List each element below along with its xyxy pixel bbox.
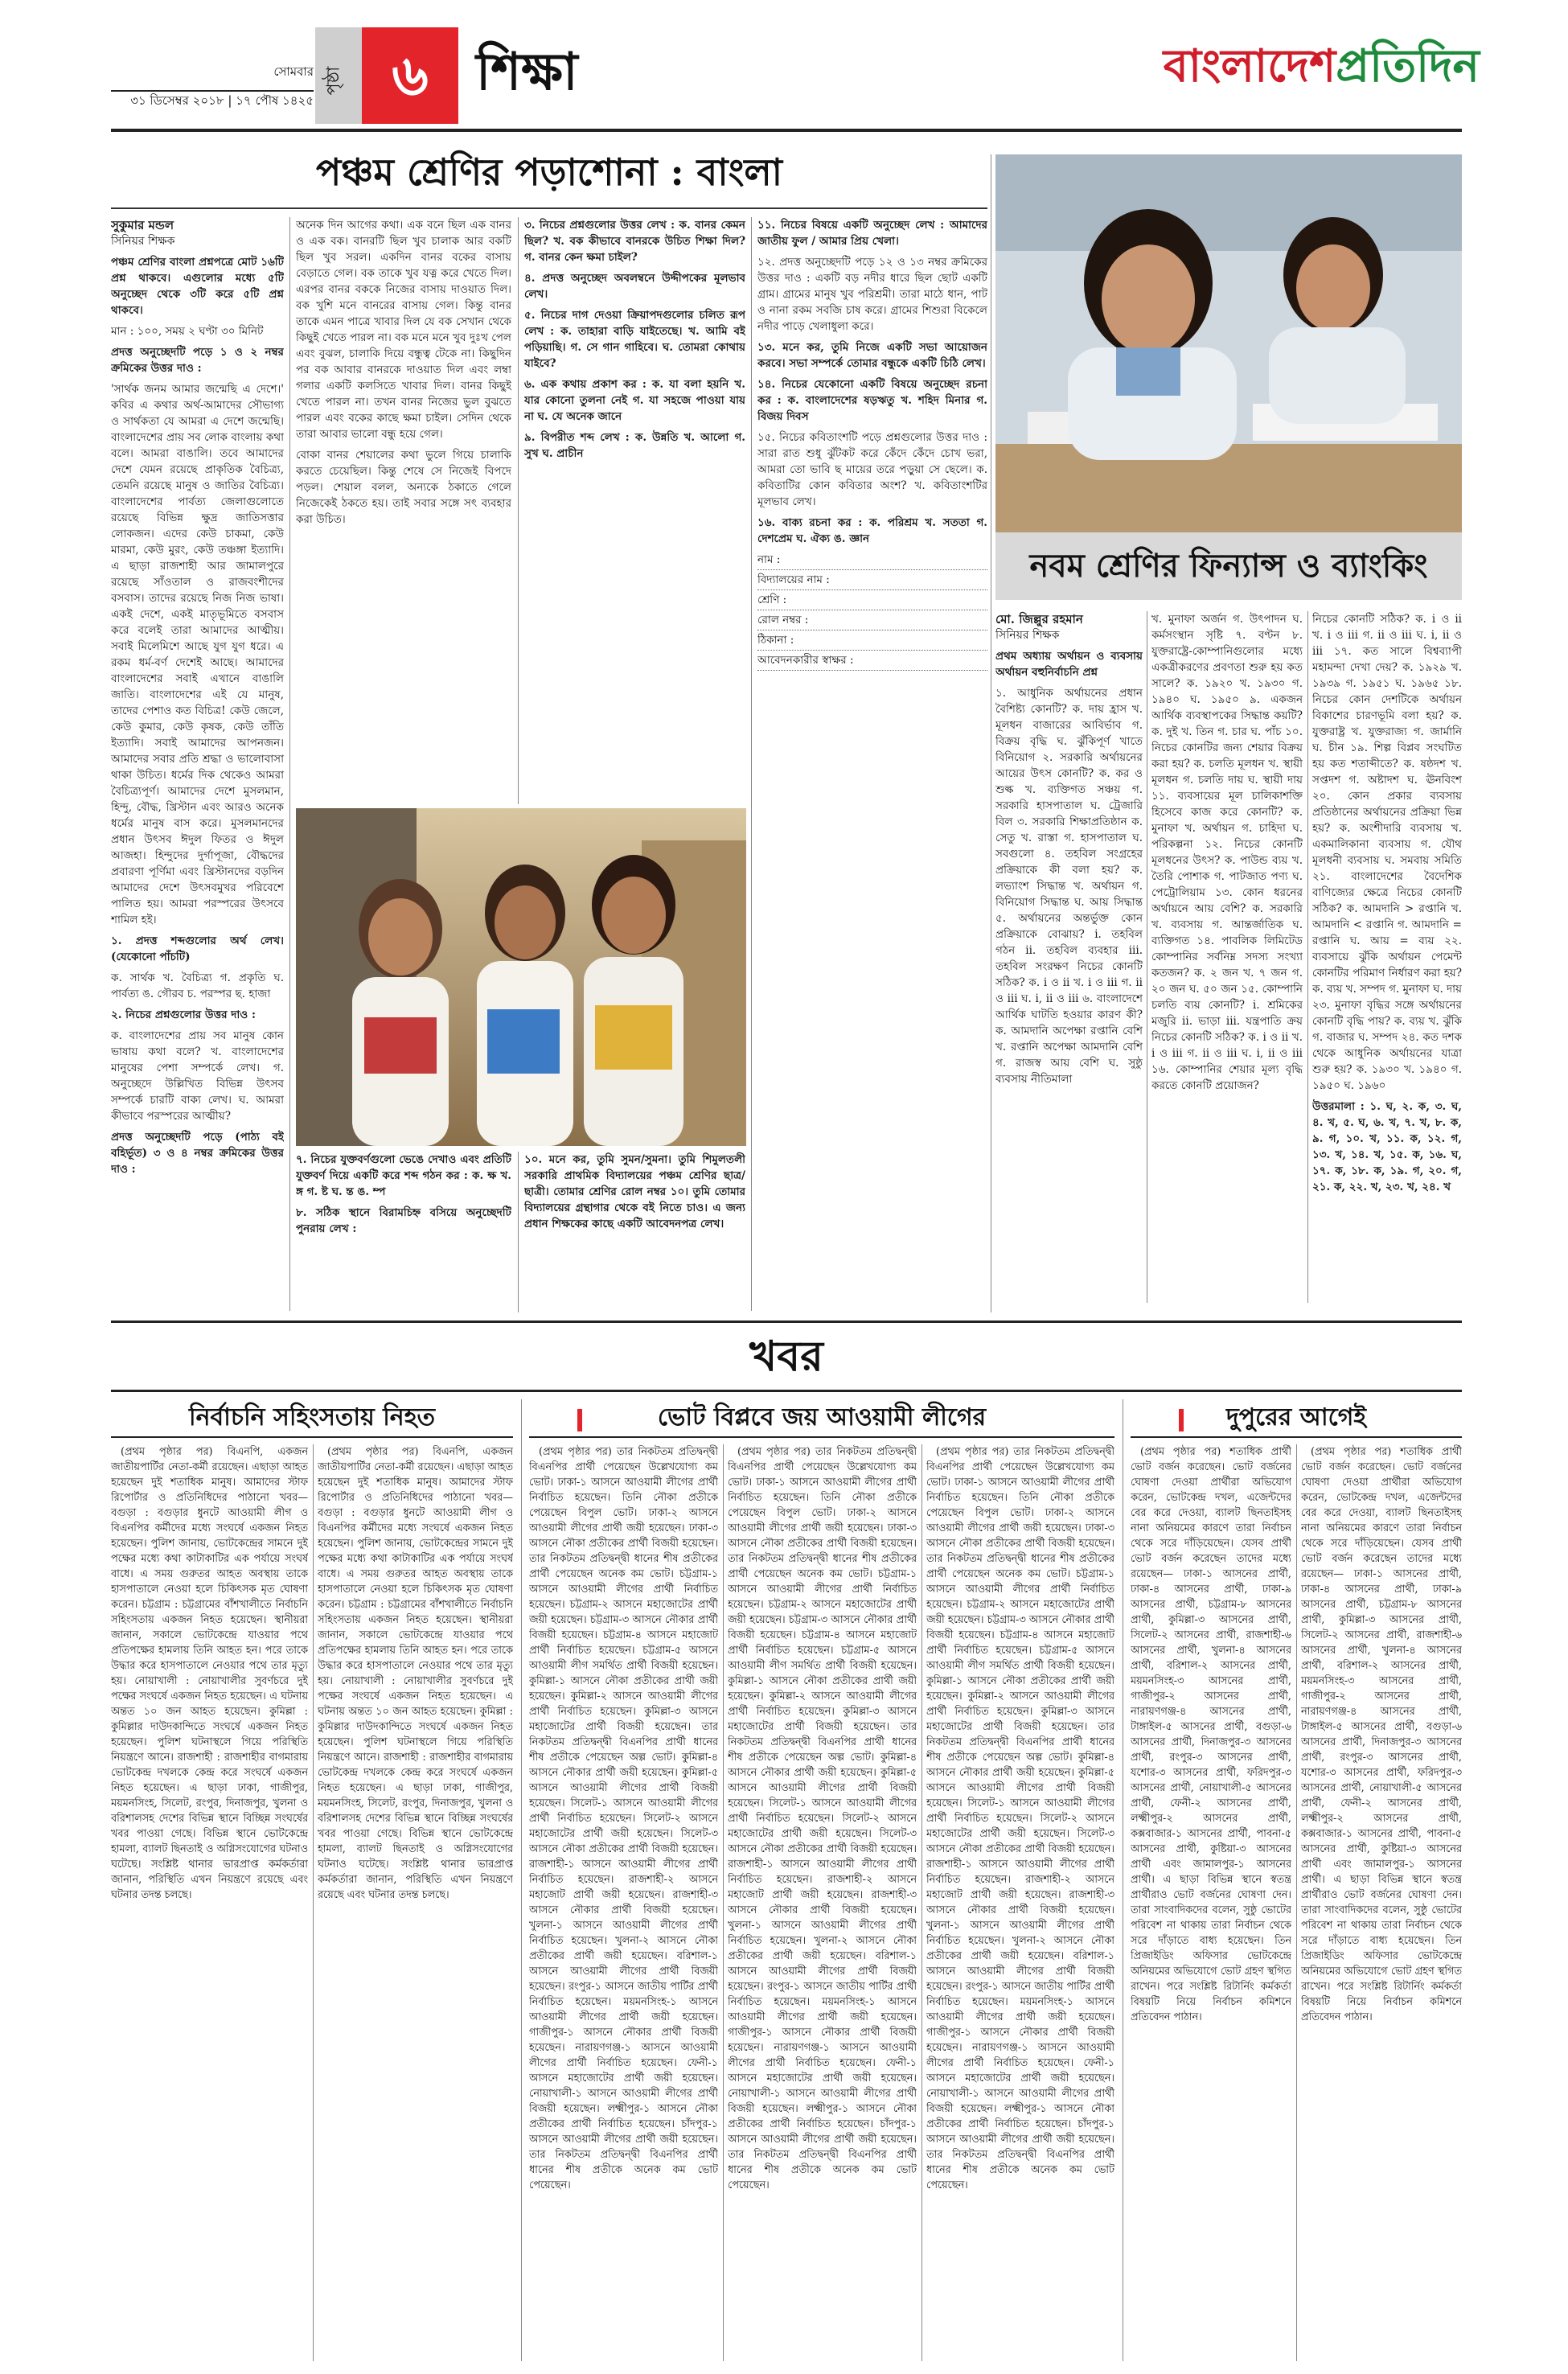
column-divider	[751, 217, 752, 1311]
bangla-col-1	[111, 217, 284, 1311]
article-2-headline: ভোট বিপ্লবে জয় আওয়ামী লীগের	[657, 1403, 987, 1431]
logo-part-a: বাংলাদেশ	[1163, 40, 1336, 92]
article-3-col-2	[1301, 1444, 1462, 2361]
logo-part-b: প্রতিদিন	[1336, 40, 1480, 92]
bangla-q8: ৮. সঠিক স্থানে বিরামচিহ্ন বসিয়ে অনুচ্ছেদটি পুনরায় লেখ :	[296, 1206, 511, 1235]
students-illustration	[296, 808, 746, 1146]
column-divider	[723, 1444, 724, 2361]
finance-author-role: সিনিয়র শিক্ষক	[995, 629, 1060, 642]
newspaper-logo	[1164, 39, 1480, 95]
column-divider	[518, 1152, 519, 1312]
news-header-label: খবর	[749, 1332, 823, 1381]
students-photo	[296, 808, 746, 1146]
article-1-body-cont: (প্রথম পৃষ্ঠার পর) বিএনপি, একজন জাতীয়পার্টির নেতা-কর্মী রয়েছেন। এছাড়া আহত হয়েছেন দুই শতাধিক মানুষ। আমাদের স্টাফ রিপোর্টার ও প্রতিনিধিদের পাঠানো খবর— বগুড়া : বগুড়ার ধুনটে আওয়ামী লীগ ও বিএনপির কর্মীদের মধ্যে সংঘর্ষে একজন নিহত হয়েছেন। পুলিশ জানায়, ভোটকেন্দ্রের সামনে দুই পক্ষের মধ্যে কথা কাটাকাটির এক পর্যায়ে সংঘর্ষ বাধে। এ সময় গুরুতর আহত অবস্থায় তাকে হাসপাতালে নেওয়া হলে চিকিৎসক মৃত ঘোষণা করেন। চট্টগ্রাম : চট্টগ্রামের বাঁশখালীতে নির্বাচনি সহিংসতায় একজন নিহত হয়েছেন। স্থানীয়রা জানান, সকালে ভোটকেন্দ্রে যাওয়ার পথে প্রতিপক্ষের হামলায় তিনি আহত হন। পরে তাকে উদ্ধার করে হাসপাতালে নেওয়ার পথে তার মৃত্যু হয়। নোয়াখালী : নোয়াখালীর সুবর্ণচরে দুই পক্ষের সংঘর্ষে একজন নিহত হয়েছেন। এ ঘটনায় অন্তত ১০ জন আহত হয়েছেন। কুমিল্লা : কুমিল্লার দাউদকান্দিতে সংঘর্ষে একজন নিহত হয়েছেন। পুলিশ ঘটনাস্থলে গিয়ে পরিস্থিতি নিয়ন্ত্রণে আনে। রাজশাহী : রাজশাহীর বাগমারায় ভোটকেন্দ্র দখলকে কেন্দ্র করে সংঘর্ষে একজন নিহত হয়েছেন। এ ছাড়া ঢাকা, গাজীপুর, ময়মনসিংহ, সিলেট, রংপুর, দিনাজপুর, খুলনা ও বরিশালসহ দেশের বিভিন্ন স্থানে বিচ্ছিন্ন সংঘর্ষের খবর পাওয়া গেছে। বিভিন্ন স্থানে ভোটকেন্দ্রে হামলা, ব্যালট ছিনতাই ও অগ্নিসংযোগের ঘটনাও ঘটেছে। সংশ্লিষ্ট থানার ভারপ্রাপ্ত কর্মকর্তারা জানান, পরিস্থিতি এখন নিয়ন্ত্রণে রয়েছে এবং ঘটনার তদন্ত চলছে।	[318, 1446, 513, 1901]
bangla-q12: ১২. প্রদত্ত অনুচ্ছেদটি পড়ে ১২ ও ১৩ নম্বর ক্রমিকের উত্তর দাও : একটি বড় নদীর ধারে ছিল ছোট একটি গ্রাম। গ্রামের মানুষ খুব পরিশ্রমী। তারা মাঠে ধান, পাট ও নানা রকম সবজি চাষ করে। গ্রামের শিশুরা বিকেলে নদীর পাড়ে খেলাধুলা করে।	[757, 256, 987, 333]
bangla-q10: ১০. মনে কর, তুমি সুমন/সুমনা। তুমি শিমুলতলী সরকারি প্রাথমিক বিদ্যালয়ের পঞ্চম শ্রেণির ছাত্র/ছাত্রী। তোমার শ্রেণির রোল নম্বর ১০। তুমি তোমার বিদ্যালয়ের গ্রন্থাগার থেকে বই নিতে চাও। এ জন্য প্রধান শিক্ষকের কাছে একটি আবেদনপত্র লেখ।	[524, 1153, 745, 1230]
issue-date	[129, 63, 314, 109]
column-divider	[1296, 1444, 1297, 2361]
bangla-story-cont: বোকা বানর শেয়ালের কথা ভুলে গিয়ে চালাকি করতে চেয়েছিল। কিন্তু শেষে সে নিজেই বিপদে পড়ল। শেয়াল বলল, অন্যকে ঠকাতে গেলে নিজেকেই ঠকতে হয়। তাই সবার সঙ্গে সৎ ব্যবহার করা উচিত।	[296, 449, 511, 526]
bangla-q16: ১৬. বাক্য রচনা কর : ক. পরিশ্রম খ. সততা গ. দেশপ্রেম ঘ. ঐক্য ঙ. জ্ঞান	[757, 516, 987, 545]
form-line-signature: আবেদনকারীর স্বাক্ষর :	[757, 652, 987, 671]
bangla-q1a-options: ক. সার্থক খ. বৈচিত্র্য গ. প্রকৃতি ঘ. পার্বত্য ঙ. গৌরব চ. পরস্পর ছ. হাজা	[111, 971, 284, 1000]
bangla-story: অনেক দিন আগের কথা। এক বনে ছিল এক বানর ও এক বক। বানরটি ছিল খুব চালাক আর বকটি ছিল খুব সরল। একদিন বানর বকের বাসায় বেড়াতে গেল। বক তাকে খুব যত্ন করে খেতে দিল। এরপর বানর বককে নিজের বাসায় দাওয়াত দিল। বক খুশি মনে বানরের বাসায় গেল। কিন্তু বানর তাকে এমন পাত্রে খাবার দিল যে বক সেখান থেকে কিছুই খেতে পারল না। বক মনে মনে খুব দুঃখ পেল এবং বুঝল, চালাকি দিয়ে বন্ধুত্ব টেকে না। কিছুদিন পর বক আবার বানরকে দাওয়াত দিল এবং লম্বা গলার একটি কলসিতে খাবার দিল। বানর কিছুই খেতে পারল না। তখন বানর নিজের ভুল বুঝতে পারল এবং বকের কাছে ক্ষমা চাইল। সেদিন থেকে তারা আবার ভালো বন্ধু হয়ে গেল।	[296, 219, 511, 441]
page-tag	[315, 27, 362, 124]
article-3-col-1	[1131, 1444, 1291, 2361]
form-line-name: নাম :	[757, 552, 987, 570]
bangla-q4: ৪. প্রদত্ত অনুচ্ছেদ অবলম্বনে উদ্দীপকের মূলভাব লেখ।	[524, 272, 745, 301]
finance-mcq-1: ১. আধুনিক অর্থায়নের প্রধান বৈশিষ্ট্য কোনটি? ক. দায় হ্রাস খ. মূলধন বাজারের আবির্ভাব গ. বিক্রয় বৃদ্ধি ঘ. ঝুঁকিপূর্ণ খাতে বিনিয়োগ ২. সরকারি অর্থায়নের আয়ের উৎস কোনটি? ক. কর ও শুল্ক খ. ব্যক্তিগত সঞ্চয় গ. সরকারি হাসপাতাল ঘ. ট্রেজারি বিল ৩. সরকারি শিক্ষাপ্রতিষ্ঠান ক. সেতু খ. রাস্তা গ. হাসপাতাল ঘ. সবগুলো ৪. তহবিল সংগ্রহের প্রক্রিয়াকে কী বলা হয়? ক. লভ্যাংশ সিদ্ধান্ত খ. অর্থায়ন গ. বিনিয়োগ সিদ্ধান্ত ঘ. আয় সিদ্ধান্ত ৫. অর্থায়নের অন্তর্ভুক্ত কোন প্রক্রিয়াকে বোঝায়? i. তহবিল গঠন ii. তহবিল ব্যবহার iii. তহবিল সংরক্ষণ নিচের কোনটি সঠিক? ক. i ও ii খ. i ও iii গ. ii ও iii ঘ. i, ii ও iii ৬. বাংলাদেশে আর্থিক ঘাটতি হওয়ার কারণ কী? ক. আমদানি অপেক্ষা রপ্তানি বেশি খ. রপ্তানি অপেক্ষা আমদানি বেশি গ. রাজস্ব আয় বেশি ঘ. সুষ্ঠু ব্যবসায় নীতিমালা	[995, 687, 1143, 1086]
article-2-headline-box	[529, 1399, 1114, 1438]
bangla-passage: 'সার্থক জনম আমার জন্মেছি এ দেশে।' কবির এ কথার অর্থ-আমাদের সৌভাগ্য ও সার্থকতা যে আমরা এ দেশে জন্মেছি। বাংলাদেশের প্রায় সব লোক বাংলায় কথা বলে। আমরা বাঙালি। তবে আমাদের দেশে যেমন রয়েছে প্রাকৃতিক বৈচিত্র্য, তেমনি রয়েছে মানুষ ও জাতির বৈচিত্র্য। বাংলাদেশের পার্বত্য জেলাগুলোতে রয়েছে বিভিন্ন ক্ষুদ্র জাতিসত্তার লোকজন। এদের কেউ চাকমা, কেউ মারমা, কেউ মুরং, কেউ তঞ্চঙ্গা ইত্যাদি। এ ছাড়া রাজশাহী আর জামালপুরে রয়েছে সাঁওতাল ও রাজবংশীদের বসবাস। তাদের রয়েছে নিজ নিজ ভাষা। একই দেশে, একই মাতৃভূমিতে বসবাস করে বলেই তারা আমাদের আত্মীয়। সবাই মিলেমিশে আছে যুগ যুগ ধরে। এ রকম ধর্ম-বর্ণ দেশেই আছে। আমাদের বাংলাদেশের সবাই এখানে বাঙালি জাতি। বাংলাদেশের এই যে মানুষ, তাদের পেশাও কত বিচিত্র! কেউ জেলে, কেউ কুমার, কেউ কৃষক, কেউ তাঁতি ইত্যাদি। সবাই আমাদের আপনজন। আমাদের সবার প্রতি শ্রদ্ধা ও ভালোবাসা থাকা উচিত। ধর্মের দিক থেকেও আমরা বৈচিত্র্যপূর্ণ। আমাদের দেশে মুসলমান, হিন্দু, বৌদ্ধ, খ্রিস্টান এবং আরও অনেক ধর্মের মানুষ বাস করে। মুসলমানদের প্রধান উৎসব ঈদুল ফিতর ও ঈদুল আজহা। হিন্দুদের দুর্গাপূজা, বৌদ্ধদের প্রবারণা পূর্ণিমা এবং খ্রিস্টানদের বড়দিন আমাদের দেশে উৎসবমুখর পরিবেশে পালিত হয়। আমরা পরস্পরের উৎসবে শামিল হই।	[111, 383, 284, 926]
finance-mcq-3: নিচের কোনটি সঠিক? ক. i ও ii খ. i ও iii গ. ii ও iii ঘ. i, ii ও iii ১৭. কত সালে বিশ্বব্যাপী মহামন্দা দেখা দেয়? ক. ১৯২৯ খ. ১৯৩৯ গ. ১৯৫১ ঘ. ১৯৬৫ ১৮. নিচের কোন দেশটিকে অর্থায়ন বিকাশের চারণভূমি বলা হয়? ক. যুক্তরাষ্ট্র খ. যুক্তরাজ্য গ. জার্মানি ঘ. চীন ১৯. শিল্প বিপ্লব সংঘটিত হয় কত শতাব্দীতে? ক. ষষ্ঠদশ খ. সপ্তদশ গ. অষ্টাদশ ঘ. ঊনবিংশ ২০. কোন প্রকার ব্যবসায় প্রতিষ্ঠানের অর্থায়নের প্রক্রিয়া ভিন্ন হয়? ক. অংশীদারি ব্যবসায় খ. একমালিকানা ব্যবসায় গ. যৌথ মূলধনী ব্যবসায় ঘ. সমবায় সমিতি ২১. বাংলাদেশের বৈদেশিক বাণিজ্যের ক্ষেত্রে নিচের কোনটি সঠিক? ক. আমদানি > রপ্তানি খ. আমদানি < রপ্তানি গ. আমদানি = রপ্তানি ঘ. আয় = ব্যয় ২২. ব্যবসায়ে ঝুঁকি অর্থায়ন পেমেন্ট কোনটির পরিমাণ নির্ধারণ করা হয়? ক. ব্যয় খ. সম্পদ গ. মুনাফা ঘ. দায় ২৩. মুনাফা বৃদ্ধির সঙ্গে অর্থায়নের কোনটি বৃদ্ধি পায়? ক. ব্যয় খ. ঝুঁকি গ. বাজার ঘ. সম্পদ ২৪. কত দশক থেকে আধুনিক অর্থায়নের যাত্রা শুরু হয়? ক. ১৯৩০ খ. ১৯৪০ গ. ১৯৫০ ঘ. ১৯৬০	[1312, 613, 1462, 1092]
bangla-q2: ২. নিচের প্রশ্নগুলোর উত্তর দাও :	[111, 1008, 256, 1021]
classroom-photo	[995, 154, 1462, 532]
masthead	[0, 0, 1568, 133]
finance-col-2	[1151, 611, 1303, 1303]
classroom-illustration	[995, 154, 1462, 532]
bangla-author-role: সিনিয়র শিক্ষক	[111, 235, 175, 248]
article-1-col-2	[318, 1444, 513, 2361]
bangla-title-box	[111, 138, 987, 209]
section-title: শিক্ষা	[476, 43, 578, 102]
news-header	[111, 1327, 1462, 1386]
bangla-col-2-lower	[296, 1152, 511, 1312]
article-2-col-3	[926, 1444, 1114, 2361]
article-1-headline-box	[111, 1399, 513, 1438]
finance-col-1	[995, 611, 1143, 1303]
finance-title-band	[995, 532, 1462, 600]
form-line-class: শ্রেণি :	[757, 592, 987, 610]
student-middle	[477, 865, 573, 1146]
article-1-headline: নির্বাচনি সহিংসতায় নিহত	[189, 1403, 435, 1431]
finance-mcq-2: খ. মুনাফা অর্জন গ. উৎপাদন ঘ. কর্মসংস্থান সৃষ্টি ৭. বণ্টন ৮. যুক্তরাষ্ট্রে-কোম্পানিগুলোর মধ্যে একত্রীকরণের প্রবণতা শুরু হয় কত সালে? ক. ১৯২০ খ. ১৯৩০ গ. ১৯৪০ ঘ. ১৯৫০ ৯. একজন আর্থিক ব্যবস্থাপকের সিদ্ধান্ত কয়টি? ক. দুই খ. তিন গ. চার ঘ. পাঁচ ১০. নিচের কোনটির জন্য শেয়ার বিক্রয় করা হয়? ক. চলতি মূলধন খ. স্থায়ী মূলধন গ. চলতি দায় ঘ. স্থায়ী দায় ১১. ব্যবসায়ের মূল চালিকাশক্তি হিসেবে কাজ করে কোনটি? ক. মুনাফা খ. অর্থায়ন গ. চাহিদা ঘ. পরিকল্পনা ১২. নিচের কোনটি মূলধনের উৎস? ক. পাউন্ড ব্যয় খ. তৈরি পোশাক গ. পাটজাত পণ্য ঘ. পেট্রোলিয়াম ১৩. কোন ধরনের অর্থায়নে আয় বেশি? ক. সরকারি খ. ব্যবসায় গ. আন্তর্জাতিক ঘ. ব্যক্তিগত ১৪. পাবলিক লিমিটেড কোম্পানির সর্বনিম্ন সদস্য সংখ্যা কতজন? ক. ২ জন খ. ৭ জন গ. ২০ জন ঘ. ৫০ জন ১৫. কোম্পানি চলতি ব্যয় কোনটি? i. শ্রমিকের মজুরি ii. ভাড়া iii. যন্ত্রপাতি ক্রয় নিচের কোনটি সঠিক? ক. i ও ii খ. i ও iii গ. ii ও iii ঘ. i, ii ও iii ১৬. কোম্পানির শেয়ার মূল্য বৃদ্ধি করতে কোনটি প্রয়োজন?	[1151, 613, 1303, 1092]
weekday: সোমবার	[273, 64, 314, 79]
article-3-body: (প্রথম পৃষ্ঠার পর) শতাধিক প্রার্থী ভোট বর্জন করেছেন। ভোট বর্জনের ঘোষণা দেওয়া প্রার্থীরা অভিযোগ করেন, ভোটকেন্দ্র দখল, এজেন্টদের বের করে দেওয়া, ব্যালট ছিনতাইসহ নানা অনিয়মের কারণে তারা নির্বাচন থেকে সরে দাঁড়িয়েছেন। যেসব প্রার্থী ভোট বর্জন করেছেন তাদের মধ্যে রয়েছেন— ঢাকা-১ আসনের প্রার্থী, ঢাকা-৪ আসনের প্রার্থী, ঢাকা-৯ আসনের প্রার্থী, চট্টগ্রাম-৮ আসনের প্রার্থী, কুমিল্লা-৩ আসনের প্রার্থী, সিলেট-২ আসনের প্রার্থী, রাজশাহী-৬ আসনের প্রার্থী, খুলনা-৪ আসনের প্রার্থী, বরিশাল-২ আসনের প্রার্থী, ময়মনসিংহ-৩ আসনের প্রার্থী, গাজীপুর-২ আসনের প্রার্থী, নারায়ণগঞ্জ-৪ আসনের প্রার্থী, টাঙ্গাইল-৫ আসনের প্রার্থী, বগুড়া-৬ আসনের প্রার্থী, দিনাজপুর-৩ আসনের প্রার্থী, রংপুর-৩ আসনের প্রার্থী, যশোর-৩ আসনের প্রার্থী, ফরিদপুর-৩ আসনের প্রার্থী, নোয়াখালী-৫ আসনের প্রার্থী, ফেনী-২ আসনের প্রার্থী, লক্ষ্মীপুর-২ আসনের প্রার্থী, কক্সবাজার-১ আসনের প্রার্থী, পাবনা-৫ আসনের প্রার্থী, কুষ্টিয়া-৩ আসনের প্রার্থী এবং জামালপুর-১ আসনের প্রার্থী। এ ছাড়া বিভিন্ন স্থানে স্বতন্ত্র প্রার্থীরাও ভোট বর্জনের ঘোষণা দেন। তারা সাংবাদিকদের বলেন, সুষ্ঠু ভোটের পরিবেশ না থাকায় তারা নির্বাচন থেকে সরে দাঁড়াতে বাধ্য হয়েছেন। তিন প্রিজাইডিং অফিসার ভোটকেন্দ্রে অনিয়মের অভিযোগে ভোট গ্রহণ স্থগিত রাখেন। পরে সংশ্লিষ্ট রিটার্নিং কর্মকর্তা বিষয়টি নিয়ে নির্বাচন কমিশনে প্রতিবেদন পাঠান।	[1131, 1446, 1291, 2023]
bangla-col-3-lower	[524, 1152, 745, 1312]
bangla-q7: ৭. নিচের যুক্তবর্ণগুলো ভেঙে দেখাও এবং প্রতিটি যুক্তবর্ণ দিয়ে একটি করে শব্দ গঠন কর : ক. ক্ষ খ. ঙ্গ গ. ষ্ট ঘ. ন্ত ঙ. ম্প	[296, 1153, 511, 1198]
bangla-col-2	[296, 217, 511, 804]
form-line-roll: রোল নম্বর :	[757, 612, 987, 630]
column-divider	[1307, 611, 1308, 1303]
article-1-col-1	[111, 1444, 308, 2361]
bangla-q11: ১১. নিচের বিষয়ে একটি অনুচ্ছেদ লেখ : আমাদের জাতীয় ফুল / আমার প্রিয় খেলা।	[757, 219, 987, 248]
bangla-q5: ৫. নিচের দাগ দেওয়া ক্রিয়াপদগুলোর চলিত রূপ লেখ : ক. তাহারা বাড়ি যাইতেছে। খ. আমি বই পড়িয়াছি। গ. সে গান গাহিবে। ঘ. তোমরা কোথায় যাইবে?	[524, 309, 745, 370]
bangla-q13: ১৩. মনে কর, তুমি নিজে একটি সভা আয়োজন করবে। সভা সম্পর্কে তোমার বন্ধুকে একটি চিঠি লেখ।	[757, 341, 987, 370]
bangla-intro: পঞ্চম শ্রেণির বাংলা প্রশ্নপত্রে মোট ১৬টি প্রশ্ন থাকবে। এগুলোর মধ্যে ৫টি অনুচ্ছেদ থেকে ৩টি করে ৫টি প্রশ্ন থাকবে।	[111, 256, 284, 317]
bangla-q2-items: ক. বাংলাদেশের প্রায় সব মানুষ কোন ভাষায় কথা বলে? খ. বাংলাদেশের মানুষের পেশা সম্পর্কে লেখ। গ. অনুচ্ছেদে উল্লিখিত বিভিন্ন উৎসব সম্পর্কে চারটি বাক্য লেখ। ঘ. আমরা কীভাবে পরস্পরের আত্মীয়?	[111, 1029, 284, 1123]
bangla-q1: প্রদত্ত অনুচ্ছেদটি পড়ে ১ ও ২ নম্বর ক্রমিকের উত্তর দাও :	[111, 346, 284, 375]
news-rule-bottom	[111, 1390, 1462, 1392]
bangla-q1a: ১. প্রদত্ত শব্দগুলোর অর্থ লেখ। (যেকোনো পাঁচটি)	[111, 934, 284, 963]
finance-answers: উত্তরমালা : ১. ঘ, ২. ক, ৩. ঘ, ৪. খ, ৫. ঘ, ৬. খ, ৭. খ, ৮. ক, ৯. গ, ১০. খ, ১১. ক, ১২. গ, ১৩. খ, ১৪. খ, ১৫. ক, ১৬. ঘ, ১৭. ক, ১৮. ক, ১৯. গ, ২০. গ, ২১. ক, ২২. খ, ২৩. খ, ২৪. খ	[1312, 1100, 1462, 1193]
finance-author: মো. জিল্লুর রহমান সিনিয়র শিক্ষক	[995, 611, 1143, 643]
article-2-col-2	[728, 1444, 917, 2361]
masthead-rule	[111, 129, 1462, 132]
date-line: ৩১ ডিসেম্বর ২০১৮ | ১৭ পৌষ ১৪২৫	[130, 93, 314, 108]
finance-chapter: প্রথম অধ্যায় অর্থায়ন ও ব্যবসায় অর্থায়ন বহুনির্বাচনি প্রশ্ন	[995, 650, 1143, 679]
bangla-q3: প্রদত্ত অনুচ্ছেদটি পড়ে (পাঠ্য বই বহির্ভূত) ৩ ও ৪ নম্বর ক্রমিকের উত্তর দাও :	[111, 1131, 284, 1176]
article-3-body-cont: (প্রথম পৃষ্ঠার পর) শতাধিক প্রার্থী ভোট বর্জন করেছেন। ভোট বর্জনের ঘোষণা দেওয়া প্রার্থীরা অভিযোগ করেন, ভোটকেন্দ্র দখল, এজেন্টদের বের করে দেওয়া, ব্যালট ছিনতাইসহ নানা অনিয়মের কারণে তারা নির্বাচন থেকে সরে দাঁড়িয়েছেন। যেসব প্রার্থী ভোট বর্জন করেছেন তাদের মধ্যে রয়েছেন— ঢাকা-১ আসনের প্রার্থী, ঢাকা-৪ আসনের প্রার্থী, ঢাকা-৯ আসনের প্রার্থী, চট্টগ্রাম-৮ আসনের প্রার্থী, কুমিল্লা-৩ আসনের প্রার্থী, সিলেট-২ আসনের প্রার্থী, রাজশাহী-৬ আসনের প্রার্থী, খুলনা-৪ আসনের প্রার্থী, বরিশাল-২ আসনের প্রার্থী, ময়মনসিংহ-৩ আসনের প্রার্থী, গাজীপুর-২ আসনের প্রার্থী, নারায়ণগঞ্জ-৪ আসনের প্রার্থী, টাঙ্গাইল-৫ আসনের প্রার্থী, বগুড়া-৬ আসনের প্রার্থী, দিনাজপুর-৩ আসনের প্রার্থী, রংপুর-৩ আসনের প্রার্থী, যশোর-৩ আসনের প্রার্থী, ফরিদপুর-৩ আসনের প্রার্থী, নোয়াখালী-৫ আসনের প্রার্থী, ফেনী-২ আসনের প্রার্থী, লক্ষ্মীপুর-২ আসনের প্রার্থী, কক্সবাজার-১ আসনের প্রার্থী, পাবনা-৫ আসনের প্রার্থী, কুষ্টিয়া-৩ আসনের প্রার্থী এবং জামালপুর-১ আসনের প্রার্থী। এ ছাড়া বিভিন্ন স্থানে স্বতন্ত্র প্রার্থীরাও ভোট বর্জনের ঘোষণা দেন। তারা সাংবাদিকদের বলেন, সুষ্ঠু ভোটের পরিবেশ না থাকায় তারা নির্বাচন থেকে সরে দাঁড়াতে বাধ্য হয়েছেন। তিন প্রিজাইডিং অফিসার ভোটকেন্দ্রে অনিয়মের অভিযোগে ভোট গ্রহণ স্থগিত রাখেন। পরে সংশ্লিষ্ট রিটার্নিং কর্মকর্তা বিষয়টি নিয়ে নির্বাচন কমিশনে প্রতিবেদন পাঠান।	[1301, 1446, 1462, 2023]
finance-title: নবম শ্রেণির ফিন্যান্স ও ব্যাংকিং	[1029, 547, 1428, 585]
form-line-address: ঠিকানা :	[757, 632, 987, 651]
article-3-headline: দুপুরের আগেই	[1226, 1403, 1366, 1431]
news-rule-top	[111, 1320, 1462, 1323]
bangla-q6: ৬. এক কথায় প্রকাশ কর : ক. যা বলা হয়নি খ. যার কোনো তুলনা নেই গ. যা সহজে পাওয়া যায় না ঘ. যে অনেক জানে	[524, 378, 745, 423]
column-divider	[289, 217, 290, 1311]
bangla-author: সুকুমার মন্ডল সিনিয়র শিক্ষক	[111, 217, 284, 249]
column-divider	[518, 217, 519, 804]
page-number: ৬	[362, 27, 458, 124]
bangla-q3a: ৩. নিচের প্রশ্নগুলোর উত্তর লেখ : ক. বানর কেমন ছিল? খ. বক কীভাবে বানরকে উচিত শিক্ষা দিল? গ. বানর কেন ক্ষমা চাইল?	[524, 219, 745, 264]
bangla-marks: মান : ১০০, সময় ২ ঘণ্টা ৩০ মিনিট	[111, 325, 264, 338]
article-1-body: (প্রথম পৃষ্ঠার পর) বিএনপি, একজন জাতীয়পার্টির নেতা-কর্মী রয়েছেন। এছাড়া আহত হয়েছেন দুই শতাধিক মানুষ। আমাদের স্টাফ রিপোর্টার ও প্রতিনিধিদের পাঠানো খবর— বগুড়া : বগুড়ার ধুনটে আওয়ামী লীগ ও বিএনপির কর্মীদের মধ্যে সংঘর্ষে একজন নিহত হয়েছেন। পুলিশ জানায়, ভোটকেন্দ্রের সামনে দুই পক্ষের মধ্যে কথা কাটাকাটির এক পর্যায়ে সংঘর্ষ বাধে। এ সময় গুরুতর আহত অবস্থায় তাকে হাসপাতালে নেওয়া হলে চিকিৎসক মৃত ঘোষণা করেন। চট্টগ্রাম : চট্টগ্রামের বাঁশখালীতে নির্বাচনি সহিংসতায় একজন নিহত হয়েছেন। স্থানীয়রা জানান, সকালে ভোটকেন্দ্রে যাওয়ার পথে প্রতিপক্ষের হামলায় তিনি আহত হন। পরে তাকে উদ্ধার করে হাসপাতালে নেওয়ার পথে তার মৃত্যু হয়। নোয়াখালী : নোয়াখালীর সুবর্ণচরে দুই পক্ষের সংঘর্ষে একজন নিহত হয়েছেন। এ ঘটনায় অন্তত ১০ জন আহত হয়েছেন। কুমিল্লা : কুমিল্লার দাউদকান্দিতে সংঘর্ষে একজন নিহত হয়েছেন। পুলিশ ঘটনাস্থলে গিয়ে পরিস্থিতি নিয়ন্ত্রণে আনে। রাজশাহী : রাজশাহীর বাগমারায় ভোটকেন্দ্র দখলকে কেন্দ্র করে সংঘর্ষে একজন নিহত হয়েছেন। এ ছাড়া ঢাকা, গাজীপুর, ময়মনসিংহ, সিলেট, রংপুর, দিনাজপুর, খুলনা ও বরিশালসহ দেশের বিভিন্ন স্থানে বিচ্ছিন্ন সংঘর্ষের খবর পাওয়া গেছে। বিভিন্ন স্থানে ভোটকেন্দ্রে হামলা, ব্যালট ছিনতাই ও অগ্নিসংযোগের ঘটনাও ঘটেছে। সংশ্লিষ্ট থানার ভারপ্রাপ্ত কর্মকর্তারা জানান, পরিস্থিতি এখন নিয়ন্ত্রণে রয়েছে এবং ঘটনার তদন্ত চলছে।	[111, 1446, 308, 1901]
bangla-q15: ১৫. নিচের কবিতাংশটি পড়ে প্রশ্নগুলোর উত্তর দাও : সারা রাত শুধু ঝুঁটকট করে কেঁদে কেঁদে চোখ ভরা, আমরা তো ভাবি ছ মায়ের তরে পড়ুয়া সে ছেলে। ক. কবিতাটির কোন কবিতার অংশ? খ. কবিতাংশটির মূলভাব লেখ।	[757, 431, 987, 508]
bangla-q14: ১৪. নিচের যেকোনো একটি বিষয়ে অনুচ্ছেদ রচনা কর : ক. বাংলাদেশের ষড়ঋতু খ. শহিদ মিনার গ. বিজয় দিবস	[757, 378, 987, 423]
article-2-body: (প্রথম পৃষ্ঠার পর) তার নিকটতম প্রতিদ্বন্দ্বী বিএনপির প্রার্থী পেয়েছেন উল্লেখযোগ্য কম ভোট। ঢাকা-১ আসনে আওয়ামী লীগের প্রার্থী নির্বাচিত হয়েছেন। তিনি নৌকা প্রতীকে পেয়েছেন বিপুল ভোট। ঢাকা-২ আসনে আওয়ামী লীগের প্রার্থী জয়ী হয়েছেন। ঢাকা-৩ আসনে নৌকা প্রতীকের প্রার্থী বিজয়ী হয়েছেন। তার নিকটতম প্রতিদ্বন্দ্বী ধানের শীষ প্রতীকের প্রার্থী পেয়েছেন অনেক কম ভোট। চট্টগ্রাম-১ আসনে আওয়ামী লীগের প্রার্থী নির্বাচিত হয়েছেন। চট্টগ্রাম-২ আসনে মহাজোটের প্রার্থী জয়ী হয়েছেন। চট্টগ্রাম-৩ আসনে নৌকার প্রার্থী বিজয়ী হয়েছেন। চট্টগ্রাম-৪ আসনে মহাজোট প্রার্থী নির্বাচিত হয়েছেন। চট্টগ্রাম-৫ আসনে আওয়ামী লীগ সমর্থিত প্রার্থী বিজয়ী হয়েছেন। কুমিল্লা-১ আসনে নৌকা প্রতীকের প্রার্থী জয়ী হয়েছেন। কুমিল্লা-২ আসনে আওয়ামী লীগের প্রার্থী নির্বাচিত হয়েছেন। কুমিল্লা-৩ আসনে মহাজোটের প্রার্থী বিজয়ী হয়েছেন। তার নিকটতম প্রতিদ্বন্দ্বী বিএনপির প্রার্থী ধানের শীষ প্রতীকে পেয়েছেন অল্প ভোট। কুমিল্লা-৪ আসনে নৌকার প্রার্থী জয়ী হয়েছেন। কুমিল্লা-৫ আসনে আওয়ামী লীগের প্রার্থী বিজয়ী হয়েছেন। সিলেট-১ আসনে আওয়ামী লীগের প্রার্থী নির্বাচিত হয়েছেন। সিলেট-২ আসনে মহাজোটের প্রার্থী জয়ী হয়েছেন। সিলেট-৩ আসনে নৌকা প্রতীকের প্রার্থী বিজয়ী হয়েছেন। রাজশাহী-১ আসনে আওয়ামী লীগের প্রার্থী নির্বাচিত হয়েছেন। রাজশাহী-২ আসনে মহাজোট প্রার্থী জয়ী হয়েছেন। রাজশাহী-৩ আসনে নৌকার প্রার্থী বিজয়ী হয়েছেন। খুলনা-১ আসনে আওয়ামী লীগের প্রার্থী নির্বাচিত হয়েছেন। খুলনা-২ আসনে নৌকা প্রতীকের প্রার্থী জয়ী হয়েছেন। বরিশাল-১ আসনে আওয়ামী লীগের প্রার্থী বিজয়ী হয়েছেন। রংপুর-১ আসনে জাতীয় পার্টির প্রার্থী নির্বাচিত হয়েছেন। ময়মনসিংহ-১ আসনে আওয়ামী লীগের প্রার্থী জয়ী হয়েছেন। গাজীপুর-১ আসনে নৌকার প্রার্থী বিজয়ী হয়েছেন। নারায়ণগঞ্জ-১ আসনে আওয়ামী লীগের প্রার্থী নির্বাচিত হয়েছেন। ফেনী-১ আসনে মহাজোটের প্রার্থী জয়ী হয়েছেন। নোয়াখালী-১ আসনে আওয়ামী লীগের প্রার্থী বিজয়ী হয়েছেন। লক্ষ্মীপুর-১ আসনে নৌকা প্রতীকের প্রার্থী নির্বাচিত হয়েছেন। চাঁদপুর-১ আসনে আওয়ামী লীগের প্রার্থী জয়ী হয়েছেন। তার নিকটতম প্রতিদ্বন্দ্বী বিএনপির প্রার্থী ধানের শীষ প্রতীকে অনেক কম ভোট পেয়েছেন।	[529, 1446, 718, 2191]
finance-col-3	[1312, 611, 1462, 1303]
article-2-body-end: (প্রথম পৃষ্ঠার পর) তার নিকটতম প্রতিদ্বন্দ্বী বিএনপির প্রার্থী পেয়েছেন উল্লেখযোগ্য কম ভোট। ঢাকা-১ আসনে আওয়ামী লীগের প্রার্থী নির্বাচিত হয়েছেন। তিনি নৌকা প্রতীকে পেয়েছেন বিপুল ভোট। ঢাকা-২ আসনে আওয়ামী লীগের প্রার্থী জয়ী হয়েছেন। ঢাকা-৩ আসনে নৌকা প্রতীকের প্রার্থী বিজয়ী হয়েছেন। তার নিকটতম প্রতিদ্বন্দ্বী ধানের শীষ প্রতীকের প্রার্থী পেয়েছেন অনেক কম ভোট। চট্টগ্রাম-১ আসনে আওয়ামী লীগের প্রার্থী নির্বাচিত হয়েছেন। চট্টগ্রাম-২ আসনে মহাজোটের প্রার্থী জয়ী হয়েছেন। চট্টগ্রাম-৩ আসনে নৌকার প্রার্থী বিজয়ী হয়েছেন। চট্টগ্রাম-৪ আসনে মহাজোট প্রার্থী নির্বাচিত হয়েছেন। চট্টগ্রাম-৫ আসনে আওয়ামী লীগ সমর্থিত প্রার্থী বিজয়ী হয়েছেন। কুমিল্লা-১ আসনে নৌকা প্রতীকের প্রার্থী জয়ী হয়েছেন। কুমিল্লা-২ আসনে আওয়ামী লীগের প্রার্থী নির্বাচিত হয়েছেন। কুমিল্লা-৩ আসনে মহাজোটের প্রার্থী বিজয়ী হয়েছেন। তার নিকটতম প্রতিদ্বন্দ্বী বিএনপির প্রার্থী ধানের শীষ প্রতীকে পেয়েছেন অল্প ভোট। কুমিল্লা-৪ আসনে নৌকার প্রার্থী জয়ী হয়েছেন। কুমিল্লা-৫ আসনে আওয়ামী লীগের প্রার্থী বিজয়ী হয়েছেন। সিলেট-১ আসনে আওয়ামী লীগের প্রার্থী নির্বাচিত হয়েছেন। সিলেট-২ আসনে মহাজোটের প্রার্থী জয়ী হয়েছেন। সিলেট-৩ আসনে নৌকা প্রতীকের প্রার্থী বিজয়ী হয়েছেন। রাজশাহী-১ আসনে আওয়ামী লীগের প্রার্থী নির্বাচিত হয়েছেন। রাজশাহী-২ আসনে মহাজোট প্রার্থী জয়ী হয়েছেন। রাজশাহী-৩ আসনে নৌকার প্রার্থী বিজয়ী হয়েছেন। খুলনা-১ আসনে আওয়ামী লীগের প্রার্থী নির্বাচিত হয়েছেন। খুলনা-২ আসনে নৌকা প্রতীকের প্রার্থী জয়ী হয়েছেন। বরিশাল-১ আসনে আওয়ামী লীগের প্রার্থী বিজয়ী হয়েছেন। রংপুর-১ আসনে জাতীয় পার্টির প্রার্থী নির্বাচিত হয়েছেন। ময়মনসিংহ-১ আসনে আওয়ামী লীগের প্রার্থী জয়ী হয়েছেন। গাজীপুর-১ আসনে নৌকার প্রার্থী বিজয়ী হয়েছেন। নারায়ণগঞ্জ-১ আসনে আওয়ামী লীগের প্রার্থী নির্বাচিত হয়েছেন। ফেনী-১ আসনে মহাজোটের প্রার্থী জয়ী হয়েছেন। নোয়াখালী-১ আসনে আওয়ামী লীগের প্রার্থী বিজয়ী হয়েছেন। লক্ষ্মীপুর-১ আসনে নৌকা প্রতীকের প্রার্থী নির্বাচিত হয়েছেন। চাঁদপুর-১ আসনে আওয়ামী লীগের প্রার্থী জয়ী হয়েছেন। তার নিকটতম প্রতিদ্বন্দ্বী বিএনপির প্রার্থী ধানের শীষ প্রতীকে অনেক কম ভোট পেয়েছেন।	[926, 1446, 1114, 2191]
form-line-school: বিদ্যালয়ের নাম :	[757, 572, 987, 590]
date-divider	[111, 90, 314, 92]
bangla-q9: ৯. বিপরীত শব্দ লেখ : ক. উন্নতি খ. আলো গ. সুখ ঘ. প্রাচীন	[524, 431, 745, 460]
article-2-body-cont: (প্রথম পৃষ্ঠার পর) তার নিকটতম প্রতিদ্বন্দ্বী বিএনপির প্রার্থী পেয়েছেন উল্লেখযোগ্য কম ভোট। ঢাকা-১ আসনে আওয়ামী লীগের প্রার্থী নির্বাচিত হয়েছেন। তিনি নৌকা প্রতীকে পেয়েছেন বিপুল ভোট। ঢাকা-২ আসনে আওয়ামী লীগের প্রার্থী জয়ী হয়েছেন। ঢাকা-৩ আসনে নৌকা প্রতীকের প্রার্থী বিজয়ী হয়েছেন। তার নিকটতম প্রতিদ্বন্দ্বী ধানের শীষ প্রতীকের প্রার্থী পেয়েছেন অনেক কম ভোট। চট্টগ্রাম-১ আসনে আওয়ামী লীগের প্রার্থী নির্বাচিত হয়েছেন। চট্টগ্রাম-২ আসনে মহাজোটের প্রার্থী জয়ী হয়েছেন। চট্টগ্রাম-৩ আসনে নৌকার প্রার্থী বিজয়ী হয়েছেন। চট্টগ্রাম-৪ আসনে মহাজোট প্রার্থী নির্বাচিত হয়েছেন। চট্টগ্রাম-৫ আসনে আওয়ামী লীগ সমর্থিত প্রার্থী বিজয়ী হয়েছেন। কুমিল্লা-১ আসনে নৌকা প্রতীকের প্রার্থী জয়ী হয়েছেন। কুমিল্লা-২ আসনে আওয়ামী লীগের প্রার্থী নির্বাচিত হয়েছেন। কুমিল্লা-৩ আসনে মহাজোটের প্রার্থী বিজয়ী হয়েছেন। তার নিকটতম প্রতিদ্বন্দ্বী বিএনপির প্রার্থী ধানের শীষ প্রতীকে পেয়েছেন অল্প ভোট। কুমিল্লা-৪ আসনে নৌকার প্রার্থী জয়ী হয়েছেন। কুমিল্লা-৫ আসনে আওয়ামী লীগের প্রার্থী বিজয়ী হয়েছেন। সিলেট-১ আসনে আওয়ামী লীগের প্রার্থী নির্বাচিত হয়েছেন। সিলেট-২ আসনে মহাজোটের প্রার্থী জয়ী হয়েছেন। সিলেট-৩ আসনে নৌকা প্রতীকের প্রার্থী বিজয়ী হয়েছেন। রাজশাহী-১ আসনে আওয়ামী লীগের প্রার্থী নির্বাচিত হয়েছেন। রাজশাহী-২ আসনে মহাজোট প্রার্থী জয়ী হয়েছেন। রাজশাহী-৩ আসনে নৌকার প্রার্থী বিজয়ী হয়েছেন। খুলনা-১ আসনে আওয়ামী লীগের প্রার্থী নির্বাচিত হয়েছেন। খুলনা-২ আসনে নৌকা প্রতীকের প্রার্থী জয়ী হয়েছেন। বরিশাল-১ আসনে আওয়ামী লীগের প্রার্থী বিজয়ী হয়েছেন। রংপুর-১ আসনে জাতীয় পার্টির প্রার্থী নির্বাচিত হয়েছেন। ময়মনসিংহ-১ আসনে আওয়ামী লীগের প্রার্থী জয়ী হয়েছেন। গাজীপুর-১ আসনে নৌকার প্রার্থী বিজয়ী হয়েছেন। নারায়ণগঞ্জ-১ আসনে আওয়ামী লীগের প্রার্থী নির্বাচিত হয়েছেন। ফেনী-১ আসনে মহাজোটের প্রার্থী জয়ী হয়েছেন। নোয়াখালী-১ আসনে আওয়ামী লীগের প্রার্থী বিজয়ী হয়েছেন। লক্ষ্মীপুর-১ আসনে নৌকা প্রতীকের প্রার্থী নির্বাচিত হয়েছেন। চাঁদপুর-১ আসনে আওয়ামী লীগের প্রার্থী জয়ী হয়েছেন। তার নিকটতম প্রতিদ্বন্দ্বী বিএনপির প্রার্থী ধানের শীষ প্রতীকে অনেক কম ভোট পেয়েছেন।	[728, 1446, 917, 2191]
page-tag-label: পৃষ্ঠা	[323, 66, 344, 96]
article-2-col-1	[529, 1444, 718, 2361]
student-right	[584, 855, 683, 1146]
bangla-col-3	[524, 217, 745, 804]
article-divider	[521, 1399, 522, 2361]
student-left	[352, 879, 449, 1146]
application-form	[757, 552, 987, 671]
article-3-headline-box	[1131, 1399, 1462, 1438]
column-divider	[313, 1444, 314, 2361]
bangla-title: পঞ্চম শ্রেণির পড়াশোনা : বাংলা	[316, 150, 782, 194]
bangla-col-4	[757, 217, 987, 1311]
